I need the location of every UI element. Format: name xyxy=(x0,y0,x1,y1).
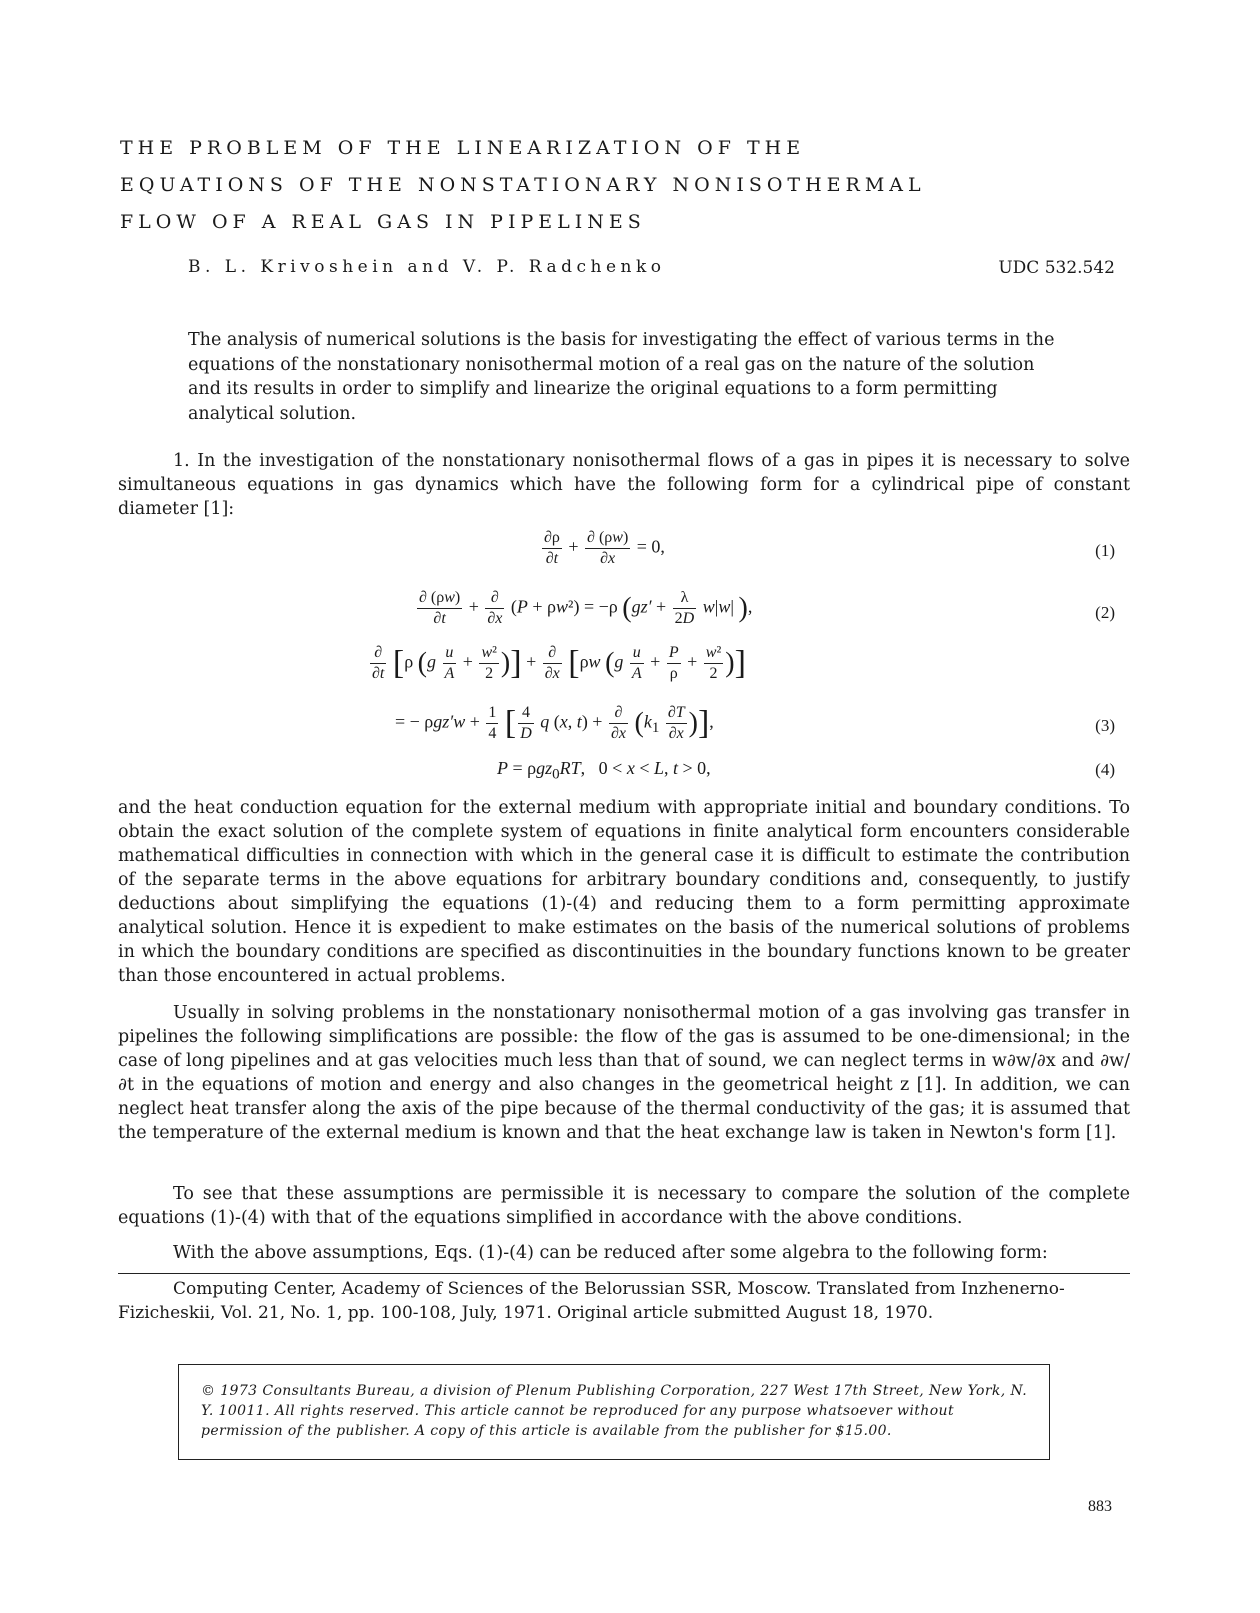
equation-4: P = ρgz$_0$RT, 0 < x < L, t > 0, xyxy=(497,758,711,783)
article-title xyxy=(120,130,926,241)
equation-number-4: (4) xyxy=(1095,760,1115,779)
copyright-box xyxy=(178,1364,1050,1460)
title-line-3: FLOW OF A REAL GAS IN PIPELINES xyxy=(120,211,646,233)
section-1-intro: 1. In the investigation of the nonstationary nonisothermal flows of a gas in pipes it is necessary to solve simultaneous equations in gas dynamics which have the following form for a cylindrical pipe of constant diameter [1]: xyxy=(118,451,1130,519)
equation-1: $\frac{\partial\rho}{\partial t}$ + $\frac{\partial (\rho w)}{\partial x}$ = 0, xyxy=(544,529,665,567)
paragraph-simplifications: Usually in solving problems in the nonstationary nonisothermal motion of a gas involving gas transfer in pipelines the following simplifications are possible: the flow of the gas is assumed to be one-dimensional; in the case of long pipelines and at gas velocities much less than that of sound, we can neglect terms in w∂w/∂x and ∂w/∂t in the equations of motion and energy and also changes in the geometrical height z [1]. In addition, we can neglect heat transfer along the axis of the pipe because of the thermal conductivity of the gas; it is assumed that the temperature of the external medium is known and that the heat exchange law is taken in Newton's form [1]. xyxy=(118,1003,1130,1143)
equation-number-3: (3) xyxy=(1095,716,1115,735)
udc-code: UDC 532.542 xyxy=(998,258,1115,278)
paragraph-permissible: To see that these assumptions are permissible it is necessary to compare the solution of the complete equations (1)-(4) with that of the equations simplified in accordance with the above conditions. xyxy=(118,1184,1130,1228)
copyright-notice: © 1973 Consultants Bureau, a division of Plenum Publishing Corporation, 227 West 17th Street, New York, N. Y. 10011. All rights reserved. This article cannot be reproduced for any purpose whatsoever without permission of the publisher. A copy of this article is available from the publisher for $15.00. xyxy=(201,1383,1028,1439)
equation-3-line-1: $\frac{\partial}{\partial t}$ [ρ (g $\frac{u}{A}$ + $\frac{\text{w²}}{2}$ )] + $\frac{\partial}{\partial x}$ [ρw (g $\frac{u}{A}$ + $\frac{P}{\rho}$ + $\frac{\text{w²}}{2}$ )] xyxy=(372,644,746,682)
equation-3-line-2: = − ρgz′w + $\frac{1}{4}$ [ $\frac{4}{D}$ q (x, t) + $\frac{\partial}{\partial x}$ ($k_1$ $\frac{\partial T}{\partial x}$ )], xyxy=(395,704,714,742)
title-line-2: EQUATIONS OF THE NONSTATIONARY NONISOTHERMAL xyxy=(120,174,926,196)
abstract: The analysis of numerical solutions is the basis for investigating the effect of various terms in the equations of the nonstationary nonisothermal motion of a real gas on the nature of the solution and its results in order to simplify and linearize the original equations to a form permitting analytical solution. xyxy=(188,330,1055,424)
equation-2: $\frac{\partial (\rho w)}{\partial t}$ + $\frac{\partial}{\partial x}$ (P + ρw²) = −ρ (gz′ + $\frac{\lambda}{2D}$ w|w| ), xyxy=(419,589,753,627)
authors: B. L. Krivoshein and V. P. Radchenko xyxy=(188,257,666,277)
footnote-divider xyxy=(118,1273,1130,1274)
title-line-1: THE PROBLEM OF THE LINEARIZATION OF THE xyxy=(120,137,806,159)
paragraph-heat-conduction: and the heat conduction equation for the external medium with appropriate initial and boundary conditions. To obtain the exact solution of the complete system of equations in finite analytical form encounters considerable mathematical difficulties in connection with which in the general case it is difficult to estimate the contribution of the separate terms in the above equations for arbitrary boundary conditions and, consequently, to justify deductions about simplifying the equations (1)-(4) and reducing them to a form permitting approximate analytical solution. Hence it is expedient to make estimates on the basis of the numerical solutions of problems in which the boundary conditions are specified as discontinuities in the boundary functions known to be greater than those encountered in actual problems. xyxy=(118,798,1130,986)
equation-number-2: (2) xyxy=(1095,603,1115,622)
page-number: 883 xyxy=(1088,1498,1112,1515)
paragraph-reduced-form: With the above assumptions, Eqs. (1)-(4) can be reduced after some algebra to the following form: xyxy=(173,1243,1048,1263)
equation-number-1: (1) xyxy=(1095,541,1115,560)
footnote: Computing Center, Academy of Sciences of the Belorussian SSR, Moscow. Translated from Inzhenerno-Fizicheskii, Vol. 21, No. 1, pp. 100-108, July, 1971. Original article submitted August 18, 1970. xyxy=(118,1279,1065,1323)
